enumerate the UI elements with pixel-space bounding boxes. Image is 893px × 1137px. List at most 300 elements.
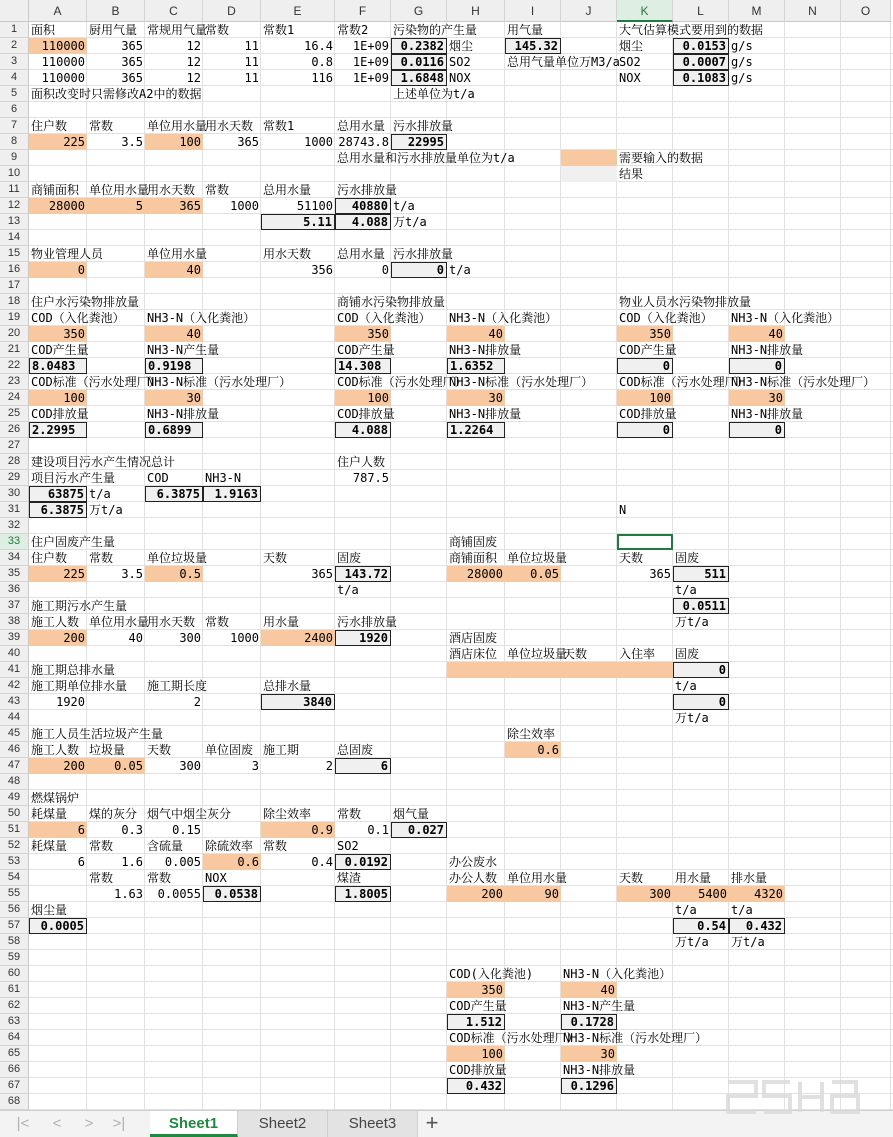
cell-a35[interactable]: 225 [29,566,87,582]
cell-c43[interactable]: 2 [193,695,201,709]
cell-f2[interactable]: 1E+09 [352,39,389,53]
cell-i45[interactable]: 除尘效率 [507,727,556,741]
cell-a15[interactable]: 物业管理人员 [31,247,104,261]
row-header[interactable]: 41 [0,662,29,678]
cell-f19[interactable]: COD（入化粪池） [337,311,431,325]
cell-m20[interactable]: 40 [729,326,785,342]
cell-i55[interactable]: 90 [505,886,561,902]
cell-h67[interactable]: 0.432 [447,1078,505,1094]
cell-h39[interactable]: 酒店固废 [449,631,498,645]
row-header[interactable]: 55 [0,886,29,902]
cell-c35[interactable]: 0.5 [145,566,203,582]
tab-sheet2[interactable]: Sheet2 [238,1111,328,1137]
row-header[interactable]: 64 [0,1030,29,1046]
cell-f36[interactable]: t/a [337,583,359,597]
cell-h66[interactable]: COD排放量 [449,1063,507,1077]
row-header[interactable]: 42 [0,678,29,694]
cell-h65[interactable]: 100 [447,1046,505,1062]
cell-c11[interactable]: 用水天数 [147,183,196,197]
cell-a38[interactable]: 施工人数 [31,615,80,629]
cell-b7[interactable]: 常数 [89,119,114,133]
cell-m3[interactable]: g/s [731,55,753,69]
cell-e46[interactable]: 施工期 [263,743,300,757]
cell-f55[interactable]: 1.8005 [335,886,391,902]
cell-f25[interactable]: COD排放量 [337,407,395,421]
cell-b51[interactable]: 0.3 [121,823,143,837]
cell-e39[interactable]: 2400 [261,630,335,646]
cell-m4[interactable]: g/s [731,71,753,85]
cell-i3[interactable]: 总用气量单位万M3/a [507,55,620,69]
row-header[interactable]: 19 [0,310,29,326]
row-header[interactable]: 48 [0,774,29,790]
cell-e52[interactable]: 常数 [263,839,288,853]
row-header[interactable]: 62 [0,998,29,1014]
cell-a24[interactable]: 100 [29,390,87,406]
cell-e47[interactable]: 2 [325,759,333,773]
cell-c1[interactable]: 常规用气量 [147,23,208,37]
cell-e35[interactable]: 365 [311,567,333,581]
cell-c30[interactable]: 6.3875 [145,486,203,502]
cell-a16[interactable]: 0 [29,262,87,278]
cell-d54[interactable]: NOX [205,871,227,885]
cell-c46[interactable]: 天数 [147,743,172,757]
cell-a21[interactable]: COD产生量 [31,343,89,357]
cell-a30[interactable]: 63875 [29,486,87,502]
cell-b11[interactable]: 单位用水量 [89,183,150,197]
cell-h22[interactable]: 1.6352 [447,358,505,374]
cell-c2[interactable]: 12 [186,39,201,53]
cell-a26[interactable]: 2.2995 [29,422,87,438]
row-header[interactable]: 49 [0,790,29,806]
cell-a5[interactable]: 面积改变时只需修改A2中的数据 [31,87,202,101]
row-header[interactable]: 20 [0,326,29,342]
cell-e12[interactable]: 51100 [296,199,333,213]
cell-c51[interactable]: 0.15 [172,823,201,837]
cell-i35[interactable]: 0.05 [505,566,561,582]
column-header-l[interactable]: L [673,0,729,22]
cell-e1[interactable]: 常数1 [263,23,295,37]
cell-a46[interactable]: 施工人数 [31,743,80,757]
cell-d11[interactable]: 常数 [205,183,230,197]
cell-b31[interactable]: 万t/a [89,503,123,517]
cell-a45[interactable]: 施工人员生活垃圾产生量 [31,727,164,741]
cell-g4[interactable]: 1.6848 [391,70,447,86]
cell-k26[interactable]: 0 [617,422,673,438]
cell-i54[interactable]: 单位用水量 [507,871,568,885]
row-header[interactable]: 40 [0,646,29,662]
cell-h64[interactable]: COD标准（污水处理厂） [449,1031,579,1045]
cell-i2[interactable]: 145.32 [505,38,561,54]
cell-a8[interactable]: 225 [29,134,87,150]
cell-c34[interactable]: 单位垃圾量 [147,551,208,565]
cell-i46[interactable]: 0.6 [505,742,561,758]
cell-m25[interactable]: NH3-N排放量 [731,407,804,421]
cell-c55[interactable]: 0.0055 [157,887,201,901]
cell-k23[interactable]: COD标准（污水处理厂） [619,375,749,389]
cell-g5[interactable]: 上述单位为t/a [393,87,475,101]
cell-b3[interactable]: 365 [121,55,143,69]
cell-a50[interactable]: 耗煤量 [31,807,68,821]
cell-e53[interactable]: 0.4 [311,855,333,869]
cell-c50[interactable]: 烟气中烟尘灰分 [147,807,232,821]
cell-a53[interactable]: 6 [77,855,85,869]
cell-b34[interactable]: 常数 [89,551,114,565]
row-header[interactable]: 10 [0,166,29,182]
cell-a7[interactable]: 住户数 [31,119,68,133]
cell-f7[interactable]: 总用水量 [337,119,386,133]
cell-c16[interactable]: 40 [145,262,203,278]
cell-l36[interactable]: t/a [675,583,697,597]
cell-h24[interactable]: 30 [447,390,505,406]
row-header[interactable]: 58 [0,934,29,950]
cell-f15[interactable]: 总用水量 [337,247,386,261]
cell-a22[interactable]: 8.0483 [29,358,87,374]
cell-e11[interactable]: 总用水量 [263,183,312,197]
cell-f24[interactable]: 100 [335,390,391,406]
cell-a42[interactable]: 施工期单位排水量 [31,679,128,693]
cell-g16[interactable]: 0 [391,262,447,278]
cell-a39[interactable]: 200 [29,630,87,646]
cell-m2[interactable]: g/s [731,39,753,53]
cell-c21[interactable]: NH3-N产生量 [147,343,220,357]
cell-a19[interactable]: COD（入化粪池） [31,311,125,325]
cell-l3[interactable]: 0.0007 [673,54,729,70]
cell-c52[interactable]: 含硫量 [147,839,184,853]
cell-c54[interactable]: 常数 [147,871,172,885]
row-header[interactable]: 5 [0,86,29,102]
row-header[interactable]: 29 [0,470,29,486]
cell-a18[interactable]: 住户水污染物排放量 [31,295,140,309]
first-sheet-icon[interactable]: |< [16,1115,30,1132]
cell-f4[interactable]: 1E+09 [352,71,389,85]
row-header[interactable]: 52 [0,838,29,854]
cell-a25[interactable]: COD排放量 [31,407,89,421]
cell-b8[interactable]: 3.5 [121,135,143,149]
cell-f1[interactable]: 常数2 [337,23,369,37]
cell-j10[interactable] [561,166,617,182]
cell-f16[interactable]: 0 [381,263,389,277]
cell-d39[interactable]: 1000 [230,631,259,645]
cell-f39[interactable]: 1920 [335,630,391,646]
row-header[interactable]: 27 [0,438,29,454]
cell-d55[interactable]: 0.0538 [203,886,261,902]
row-header[interactable]: 11 [0,182,29,198]
cell-b2[interactable]: 365 [121,39,143,53]
cell-d53[interactable]: 0.6 [203,854,261,870]
cell-h54[interactable]: 办公人数 [449,871,498,885]
column-header-m[interactable]: M [729,0,785,22]
cell-i1[interactable]: 用气量 [507,23,544,37]
cell-e4[interactable]: 116 [311,71,333,85]
cell-a57[interactable]: 0.0005 [29,918,87,934]
cell-c38[interactable]: 用水天数 [147,615,196,629]
column-header-j[interactable]: J [561,0,617,22]
cell-f38[interactable]: 污水排放量 [337,615,398,629]
cell-f54[interactable]: 煤渣 [337,871,362,885]
cell-l44[interactable]: 万t/a [675,711,709,725]
cell-b52[interactable]: 常数 [89,839,114,853]
cell-f3[interactable]: 1E+09 [352,55,389,69]
row-header[interactable]: 6 [0,102,29,118]
cell-c23[interactable]: NH3-N标准（污水处理厂） [147,375,292,389]
row-header[interactable]: 56 [0,902,29,918]
cell-h33[interactable]: 商铺固废 [449,535,498,549]
cell-j65[interactable]: 30 [561,1046,617,1062]
cell-l56[interactable]: t/a [675,903,697,917]
cell-k22[interactable]: 0 [617,358,673,374]
cell-g2[interactable]: 0.2382 [391,38,447,54]
cell-c26[interactable]: 0.6899 [145,422,203,438]
cell-k9[interactable]: 需要输入的数据 [619,151,704,165]
cell-f8[interactable]: 28743.8 [338,135,389,149]
row-header[interactable]: 38 [0,614,29,630]
row-header[interactable]: 8 [0,134,29,150]
row-header[interactable]: 50 [0,806,29,822]
cell-k35[interactable]: 365 [649,567,671,581]
cell-e50[interactable]: 除尘效率 [263,807,312,821]
cell-e13[interactable]: 5.11 [261,214,335,230]
cell-e3[interactable]: 0.8 [311,55,333,69]
cell-a2[interactable]: 110000 [29,38,87,54]
cell-d3[interactable]: 11 [244,55,259,69]
cell-c42[interactable]: 施工期长度 [147,679,208,693]
cell-c12[interactable]: 365 [145,198,203,214]
row-header[interactable]: 15 [0,246,29,262]
cell-f23[interactable]: COD标准（污水处理厂） [337,375,467,389]
column-header-a[interactable]: A [29,0,87,22]
cell-d46[interactable]: 单位固废 [205,743,254,757]
row-header[interactable]: 21 [0,342,29,358]
cell-k10[interactable]: 结果 [619,167,644,181]
row-header[interactable]: 66 [0,1062,29,1078]
plus-icon[interactable]: + [425,1110,439,1135]
row-header[interactable]: 47 [0,758,29,774]
cell-f18[interactable]: 商铺水污染物排放量 [337,295,446,309]
cell-h40[interactable]: 酒店床位 [449,647,498,661]
cell-g51[interactable]: 0.027 [391,822,447,838]
row-header[interactable]: 13 [0,214,29,230]
cell-b54[interactable]: 常数 [89,871,114,885]
cell-f9[interactable]: 总用水量和污水排放量单位为t/a [337,151,515,165]
cell-f12[interactable]: 40880 [335,198,391,214]
cell-e42[interactable]: 总排水量 [263,679,312,693]
row-header[interactable]: 16 [0,262,29,278]
row-header[interactable]: 36 [0,582,29,598]
cell-f11[interactable]: 污水排放量 [337,183,398,197]
row-header[interactable]: 54 [0,870,29,886]
cell-l2[interactable]: 0.0153 [673,38,729,54]
cell-k40[interactable]: 入住率 [619,647,656,661]
row-header[interactable]: 35 [0,566,29,582]
cell-l41[interactable]: 0 [673,662,729,678]
row-header[interactable]: 22 [0,358,29,374]
row-header[interactable]: 4 [0,70,29,86]
prev-sheet-icon[interactable]: < [52,1115,62,1132]
cell-c4[interactable]: 12 [186,71,201,85]
cell-c25[interactable]: NH3-N排放量 [147,407,220,421]
cell-h34[interactable]: 商铺面积 [449,551,498,565]
cell-i40[interactable]: 单位垃圾量 [507,647,568,661]
cell-k2[interactable]: 烟尘 [619,39,644,53]
cell-d7[interactable]: 用水天数 [205,119,254,133]
cell-b55[interactable]: 1.63 [114,887,143,901]
cell-c47[interactable]: 300 [179,759,201,773]
select-all-corner[interactable] [0,0,29,22]
cell-c53[interactable]: 0.005 [164,855,201,869]
cell-h23[interactable]: NH3-N标准（污水处理厂） [449,375,594,389]
cell-h26[interactable]: 1.2264 [447,422,505,438]
row-header[interactable]: 23 [0,374,29,390]
cell-b39[interactable]: 40 [128,631,143,645]
cell-m58[interactable]: 万t/a [731,935,765,949]
cell-f29[interactable]: 787.5 [352,471,389,485]
cell-c15[interactable]: 单位用水量 [147,247,208,261]
row-header[interactable]: 25 [0,406,29,422]
row-header[interactable]: 46 [0,742,29,758]
cell-d8[interactable]: 365 [237,135,259,149]
cell-a31[interactable]: 6.3875 [29,502,87,518]
column-header-h[interactable]: H [447,0,505,22]
row-header[interactable]: 18 [0,294,29,310]
cell-m56[interactable]: t/a [731,903,753,917]
cell-f22[interactable]: 14.308 [335,358,391,374]
row-header[interactable]: 28 [0,454,29,470]
cell-h25[interactable]: NH3-N排放量 [449,407,522,421]
cell-j41[interactable] [561,662,617,678]
cell-j63[interactable]: 0.1728 [561,1014,617,1030]
cell-f35[interactable]: 143.72 [335,566,391,582]
tab-sheet3[interactable]: Sheet3 [328,1111,418,1137]
cell-h55[interactable]: 200 [447,886,505,902]
row-header[interactable]: 32 [0,518,29,534]
cell-h2[interactable]: 烟尘 [449,39,474,53]
next-sheet-icon[interactable]: > [84,1115,94,1132]
cell-c39[interactable]: 300 [179,631,201,645]
cell-l35[interactable]: 511 [673,566,729,582]
cell-f26[interactable]: 4.088 [335,422,391,438]
cell-c8[interactable]: 100 [145,134,203,150]
column-header-i[interactable]: I [505,0,561,22]
cell-k19[interactable]: COD（入化粪池） [619,311,713,325]
column-header-c[interactable]: C [145,0,203,22]
cell-g12[interactable]: t/a [393,199,415,213]
cell-k18[interactable]: 物业人员水污染物排放量 [619,295,752,309]
row-header[interactable]: 34 [0,550,29,566]
cell-g8[interactable]: 22995 [391,134,447,150]
cell-d38[interactable]: 常数 [205,615,230,629]
cell-f47[interactable]: 6 [335,758,391,774]
cell-a11[interactable]: 商铺面积 [31,183,80,197]
cell-l4[interactable]: 0.1083 [673,70,729,86]
cell-j9[interactable] [561,150,617,166]
column-header-g[interactable]: G [391,0,447,22]
cell-l55[interactable]: 5400 [673,886,729,902]
column-header-f[interactable]: F [335,0,391,22]
row-header[interactable]: 60 [0,966,29,982]
cell-b46[interactable]: 垃圾量 [89,743,126,757]
cell-a37[interactable]: 施工期污水产生量 [31,599,128,613]
cell-b1[interactable]: 厨用气量 [89,23,138,37]
cell-a41[interactable]: 施工期总排水量 [31,663,116,677]
cell-e7[interactable]: 常数1 [263,119,295,133]
row-header[interactable]: 65 [0,1046,29,1062]
cell-a28[interactable]: 建设项目污水产生情况总计 [31,455,176,469]
cell-b53[interactable]: 1.6 [121,855,143,869]
cell-h62[interactable]: COD产生量 [449,999,507,1013]
cell-f53[interactable]: 0.0192 [335,854,391,870]
column-header-o[interactable]: O [841,0,891,22]
cell-a47[interactable]: 200 [29,758,87,774]
column-header-e[interactable]: E [261,0,335,22]
cell-m21[interactable]: NH3-N排放量 [731,343,804,357]
cell-a3[interactable]: 110000 [41,55,85,69]
row-header[interactable]: 63 [0,1014,29,1030]
cell-k4[interactable]: NOX [619,71,641,85]
cell-f28[interactable]: 住户人数 [337,455,386,469]
cell-k21[interactable]: COD产生量 [619,343,677,357]
cell-j40[interactable]: 天数 [563,647,588,661]
cell-e43[interactable]: 3840 [261,694,335,710]
row-header[interactable]: 12 [0,198,29,214]
cell-h41[interactable] [447,662,505,678]
cell-m55[interactable]: 4320 [729,886,785,902]
cell-f21[interactable]: COD产生量 [337,343,395,357]
cell-a43[interactable]: 1920 [56,695,85,709]
cell-l42[interactable]: t/a [675,679,697,693]
cell-f20[interactable]: 350 [335,326,391,342]
row-header[interactable]: 14 [0,230,29,246]
cell-f50[interactable]: 常数 [337,807,362,821]
row-header[interactable]: 39 [0,630,29,646]
row-header[interactable]: 1 [0,22,29,38]
cell-d4[interactable]: 11 [244,71,259,85]
cell-k25[interactable]: COD排放量 [619,407,677,421]
column-header-d[interactable]: D [203,0,261,22]
cell-a56[interactable]: 烟尘量 [31,903,68,917]
column-header-n[interactable]: N [785,0,841,22]
cell-a29[interactable]: 项目污水产生量 [31,471,116,485]
cell-l34[interactable]: 固废 [675,551,700,565]
cell-c22[interactable]: 0.9198 [145,358,203,374]
cell-h4[interactable]: NOX [449,71,471,85]
row-header[interactable]: 44 [0,710,29,726]
cell-h16[interactable]: t/a [449,263,471,277]
cell-e34[interactable]: 天数 [263,551,288,565]
cell-h35[interactable]: 28000 [447,566,505,582]
cell-k33[interactable] [617,534,673,550]
cell-e8[interactable]: 1000 [304,135,333,149]
cell-k55[interactable]: 300 [617,886,673,902]
cell-h20[interactable]: 40 [447,326,505,342]
cell-h53[interactable]: 办公废水 [449,855,498,869]
cell-d30[interactable]: 1.9163 [203,486,261,502]
cell-k3[interactable]: SO2 [619,55,641,69]
cell-a34[interactable]: 住户数 [31,551,68,565]
row-header[interactable]: 3 [0,54,29,70]
cell-a23[interactable]: COD标准（污水处理厂） [31,375,161,389]
cell-c24[interactable]: 30 [145,390,203,406]
cell-m57[interactable]: 0.432 [729,918,785,934]
tab-sheet1[interactable]: Sheet1 [150,1111,238,1137]
cell-d2[interactable]: 11 [244,39,259,53]
column-header-k[interactable]: K [617,0,673,22]
cell-b50[interactable]: 煤的灰分 [89,807,138,821]
cell-h3[interactable]: SO2 [449,55,471,69]
cell-a49[interactable]: 燃煤锅炉 [31,791,80,805]
cell-b47[interactable]: 0.05 [87,758,145,774]
cell-b12[interactable]: 5 [87,198,145,214]
cell-d12[interactable]: 1000 [230,199,259,213]
